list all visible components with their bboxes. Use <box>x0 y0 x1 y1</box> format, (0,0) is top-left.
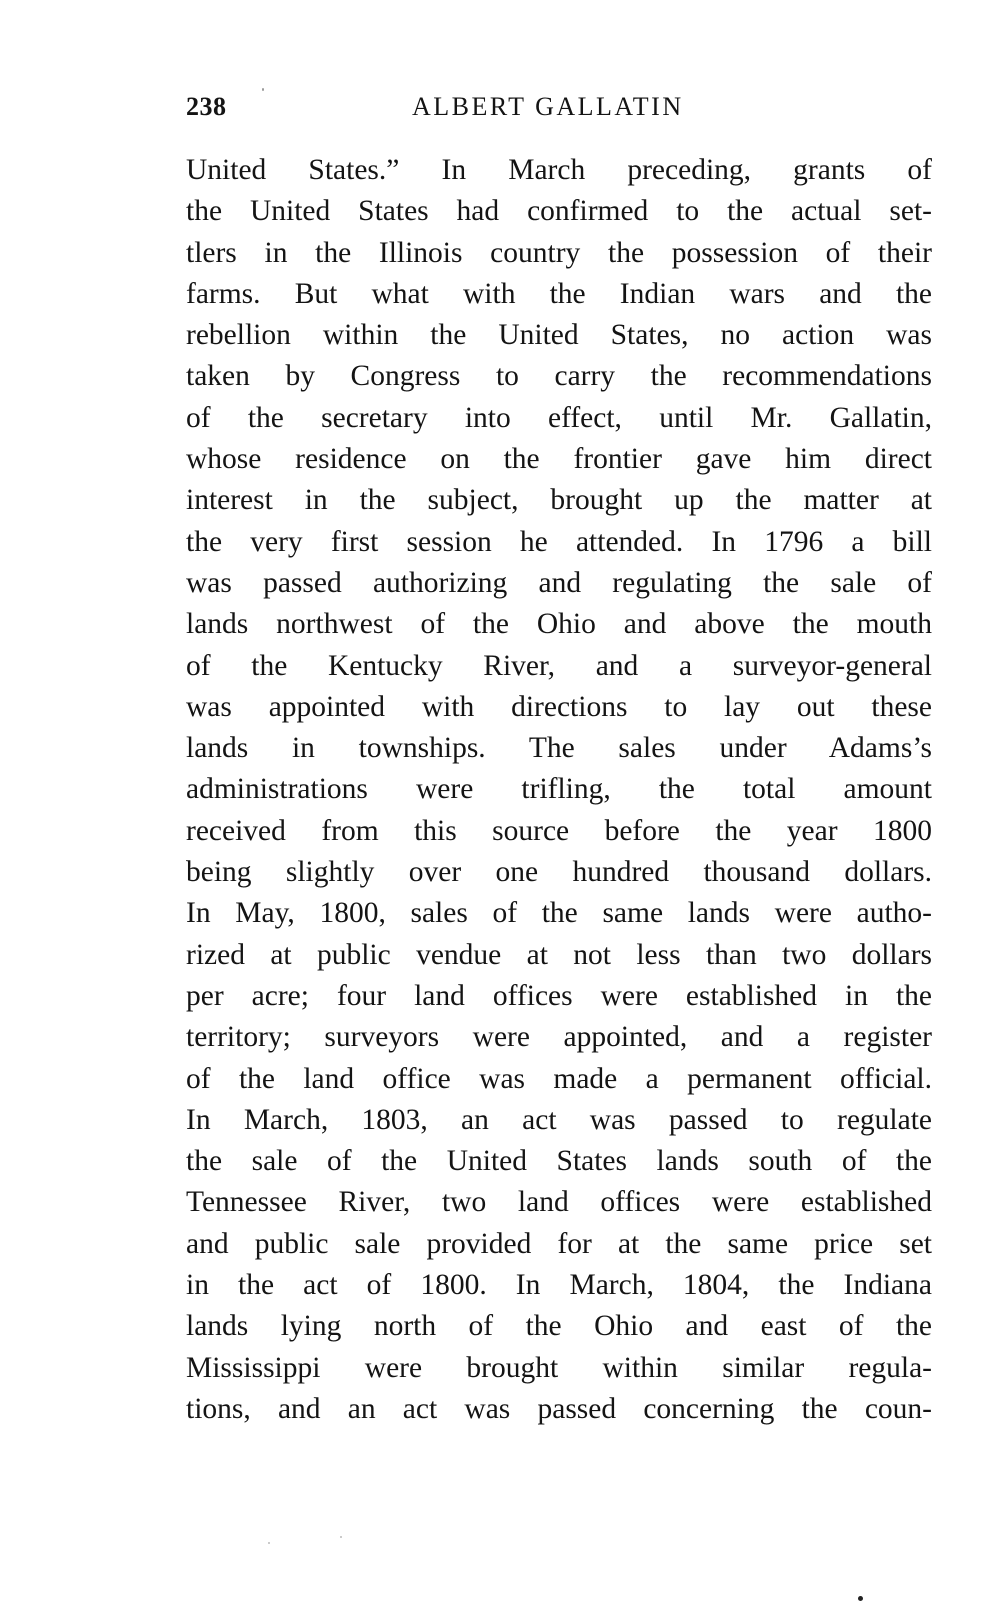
text-line: tlers in the Illinois country the possession of their <box>186 236 932 269</box>
text-line: United States.” In March preceding, grants of <box>186 154 932 186</box>
text-line: tions, and an act was passed concerning the coun- <box>186 1392 932 1425</box>
ink-speck <box>340 1536 342 1538</box>
ink-speck <box>268 1542 270 1544</box>
text-line: territory; surveyors were appointed, and a register <box>186 1021 932 1054</box>
page-number: 238 <box>186 92 227 121</box>
text-line: Tennessee River, two land offices were established <box>186 1186 932 1219</box>
text-line: administrations were trifling, the total amount <box>186 773 932 806</box>
text-line: the United States had confirmed to the actual set- <box>186 195 932 228</box>
text-line: Mississippi were brought within similar regula- <box>186 1351 932 1384</box>
text-line: taken by Congress to carry the recommendations <box>186 360 932 393</box>
text-line: and public sale provided for at the same price set <box>186 1227 932 1260</box>
running-title: ALBERT GALLATIN <box>412 92 684 121</box>
text-line: In May, 1800, sales of the same lands were autho- <box>186 897 932 930</box>
text-line: per acre; four land offices were established in the <box>186 979 932 1012</box>
text-line: In March, 1803, an act was passed to regulate <box>186 1103 932 1136</box>
text-line: whose residence on the frontier gave him direct <box>186 443 932 476</box>
text-line: of the Kentucky River, and a surveyor-general <box>186 649 932 682</box>
text-line: in the act of 1800. In March, 1804, the Indiana <box>186 1269 932 1302</box>
text-line: received from this source before the year 1800 <box>186 814 932 847</box>
text-line: lands northwest of the Ohio and above the mouth <box>186 608 932 641</box>
body-text <box>186 150 932 1430</box>
text-line: rized at public vendue at not less than two dollars <box>186 938 932 971</box>
ink-speck <box>262 88 264 91</box>
text-line: of the land office was made a permanent official. <box>186 1062 932 1095</box>
text-line: farms. But what with the Indian wars and the <box>186 277 932 310</box>
text-line: was appointed with directions to lay out these <box>186 690 932 723</box>
text-line: was passed authorizing and regulating the sale of <box>186 566 932 599</box>
text-line: the sale of the United States lands south of the <box>186 1145 932 1178</box>
running-head <box>186 92 932 132</box>
text-line: interest in the subject, brought up the matter at <box>186 484 932 517</box>
text-line: lands in townships. The sales under Adams’s <box>186 732 932 765</box>
text-line: of the secretary into effect, until Mr. Gallatin, <box>186 401 932 434</box>
text-line: the very first session he attended. In 1796 a bill <box>186 525 932 558</box>
text-line: rebellion within the United States, no action was <box>186 319 932 352</box>
text-line: being slightly over one hundred thousand dollars. <box>186 856 932 889</box>
ink-speck <box>858 1596 863 1601</box>
text-line: lands lying north of the Ohio and east of the <box>186 1310 932 1343</box>
